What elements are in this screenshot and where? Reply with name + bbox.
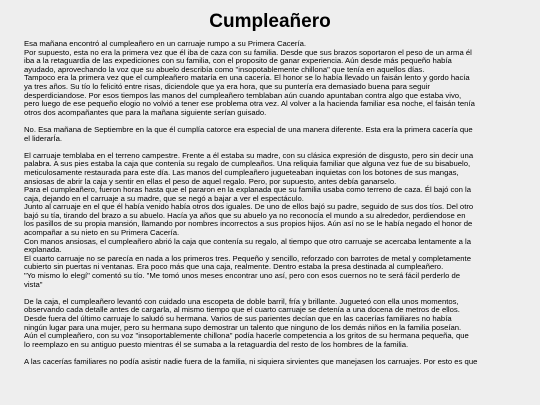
paragraph-line: Por supuesto, esta no era la primera vez que él iba de caza con su familia. Desde que sus brazos soportaron el peso de un arma él: [24, 47, 472, 57]
paragraph-line: De la caja, el cumpleañero levantó con cuidado una escopeta de doble barril, fría y brillante. Jugueteó con ella unos momentos,: [24, 296, 459, 306]
paragraph-line: ningún lugar para una mujer, pero su hermana supo demostrar un talento que ninguno de los demás niños en la familia poseían.: [24, 322, 462, 332]
paragraph-line: ya tres años. Su tío lo felicitó entre risas, diciendole que ya era hora, que su puntería era demasiado buena para seguir: [24, 81, 430, 91]
paragraph-line: lo reemplazo en su antiguo puesto mientras él se sumaba a la retaguardia del resto de los hombres de la familia.: [24, 339, 409, 349]
paragraph-line: desperdiciandose. Por esos tiempos las manos del cumpleañero temblaban aún cuando apuntaban contra algo que estaba vivo,: [24, 90, 462, 100]
paragraph-line: A las cacerías familiares no podía asistir nadie fuera de la familia, ni siquiera sirvientes que manejasen los carruajes. Por esto es que: [24, 356, 478, 366]
paragraph-line: Junto al carruaje en el que él había venido había otros dos iguales. De uno de ellos bajó su padre, seguido de sus dos tíos. Del otro: [24, 202, 474, 212]
paragraph-line: los pasillos de su propia mansión, llamando por nombres incorrectos a sus propios hijos. Aún así no se le había negado el honor de: [24, 219, 473, 229]
paragraph-line: No. Esa mañana de Septiembre en la que él cumplía catorce era especial de una manera diferente. Esta era la primera cacería que: [24, 124, 473, 134]
paragraph-line: meticulosamente restaurada para este día. Las manos del cumpleañero jugueteaban inquietas con los botones de sus mangas,: [24, 167, 459, 177]
paragraph-line: observando cada detalle antes de cargarla, al mismo tiempo que el cuarto carruaje se detenía a una docena de metros de ellos.: [24, 305, 460, 315]
paragraph-line: caja, dejando en el carruaje a su madre, que se negó a bajar a ver el espectáculo.: [24, 193, 304, 203]
paragraph-line: ayudado, aprovechando la voz que su abuelo describía como "insopotablemente chillona" que tenía en aquellos días.: [24, 64, 425, 74]
paragraph-line: bajó su tía, tirando del brazo a su abuelo. Hacía ya años que su abuelo ya no reconocía el mundo a su alrededor, perdiendose en: [24, 210, 466, 220]
paragraph-line: pero luego de ese pequeño elogio no volvió a tener ese problema otra vez. Al volver a la hacienda familiar esa noche, el faisán tenía: [24, 99, 475, 109]
paragraph-line: acompañar a su nieto en su Primera Cacería.: [24, 228, 180, 238]
paragraph-line: Para el cumpleañero, fueron horas hasta que el pararon en la explanada que su familia usaba como terreno de caza. Él bajó con la: [24, 185, 472, 195]
paragraph-line: Tampoco era la primera vez que el cumpleañero mataría en una cacería. El honor se lo había llevado un faisán lento y gordo hacía: [24, 73, 470, 83]
paragraph-line: palabra. A sus pies estaba la caja que contenía su regalo de cumpleaños. Una reliquia familiar que alguna vez fue de su bisabuelo,: [24, 159, 471, 169]
paragraph-line: Desde fuera del último carruaje lo saludó su hermana. Varios de sus parientes decían que en las cacerías familiares no había: [24, 314, 452, 323]
paragraph-line: El cuarto carruaje no se parecía en nada a los primeros tres. Pequeño y sencillo, reforzado con barrotes de metal y completamente: [24, 253, 471, 263]
paragraph-line: Aún el cumpleañero, con su voz "insoportablemente chillona" podía hacerle competencia a los gritos de su hermana pequeña, que: [24, 331, 469, 341]
paragraph-line: Esa mañana encontró al cumpleañero en un carruaje rumpo a su Primera Cacería.: [24, 39, 307, 48]
paragraph-line: cubierto sin puertas ni ventanas. Era poco más que una caja, realmente. Dentro estaba la presa destinada al cumpleañero.: [24, 262, 444, 272]
paragraph-line: "Yo mismo lo elegí" comentó su tío. "Me tomó unos meses encontrar uno así, pero con esos cuernos no te será fácil perderlo de: [24, 271, 461, 281]
paragraph-line: explanada.: [24, 245, 62, 255]
page-title: Cumpleañero: [209, 11, 331, 32]
paragraph-line: ansiosas de abrir la caja y sentir en ellas el peso de aquel regalo. Pero, por supuesto, antes debía ganarselo.: [24, 176, 397, 186]
paragraph-line: el liderarÍa.: [24, 133, 63, 143]
paragraph-line: El carruaje temblaba en el terreno campestre. Frente a él estaba su madre, con su clásica expresión de disgusto, pero sin decir una: [24, 150, 474, 160]
paragraph-line: Con manos ansiosas, el cumpleañero abrió la caja que contenía su regalo, al tiempo que otro carruaje se acercaba lentamente a la: [24, 236, 471, 246]
paragraph-line: iba a la retaguardia de las expediciones con su familia, con el proposito de ganar experiencia. Aún desde más pequeño había: [24, 56, 452, 66]
paragraph-line: otros dos acompañantes que para la mañana siguiente serían guisado.: [24, 107, 267, 117]
paragraph-line: vista": [24, 279, 43, 289]
story-body: [24, 40, 524, 367]
